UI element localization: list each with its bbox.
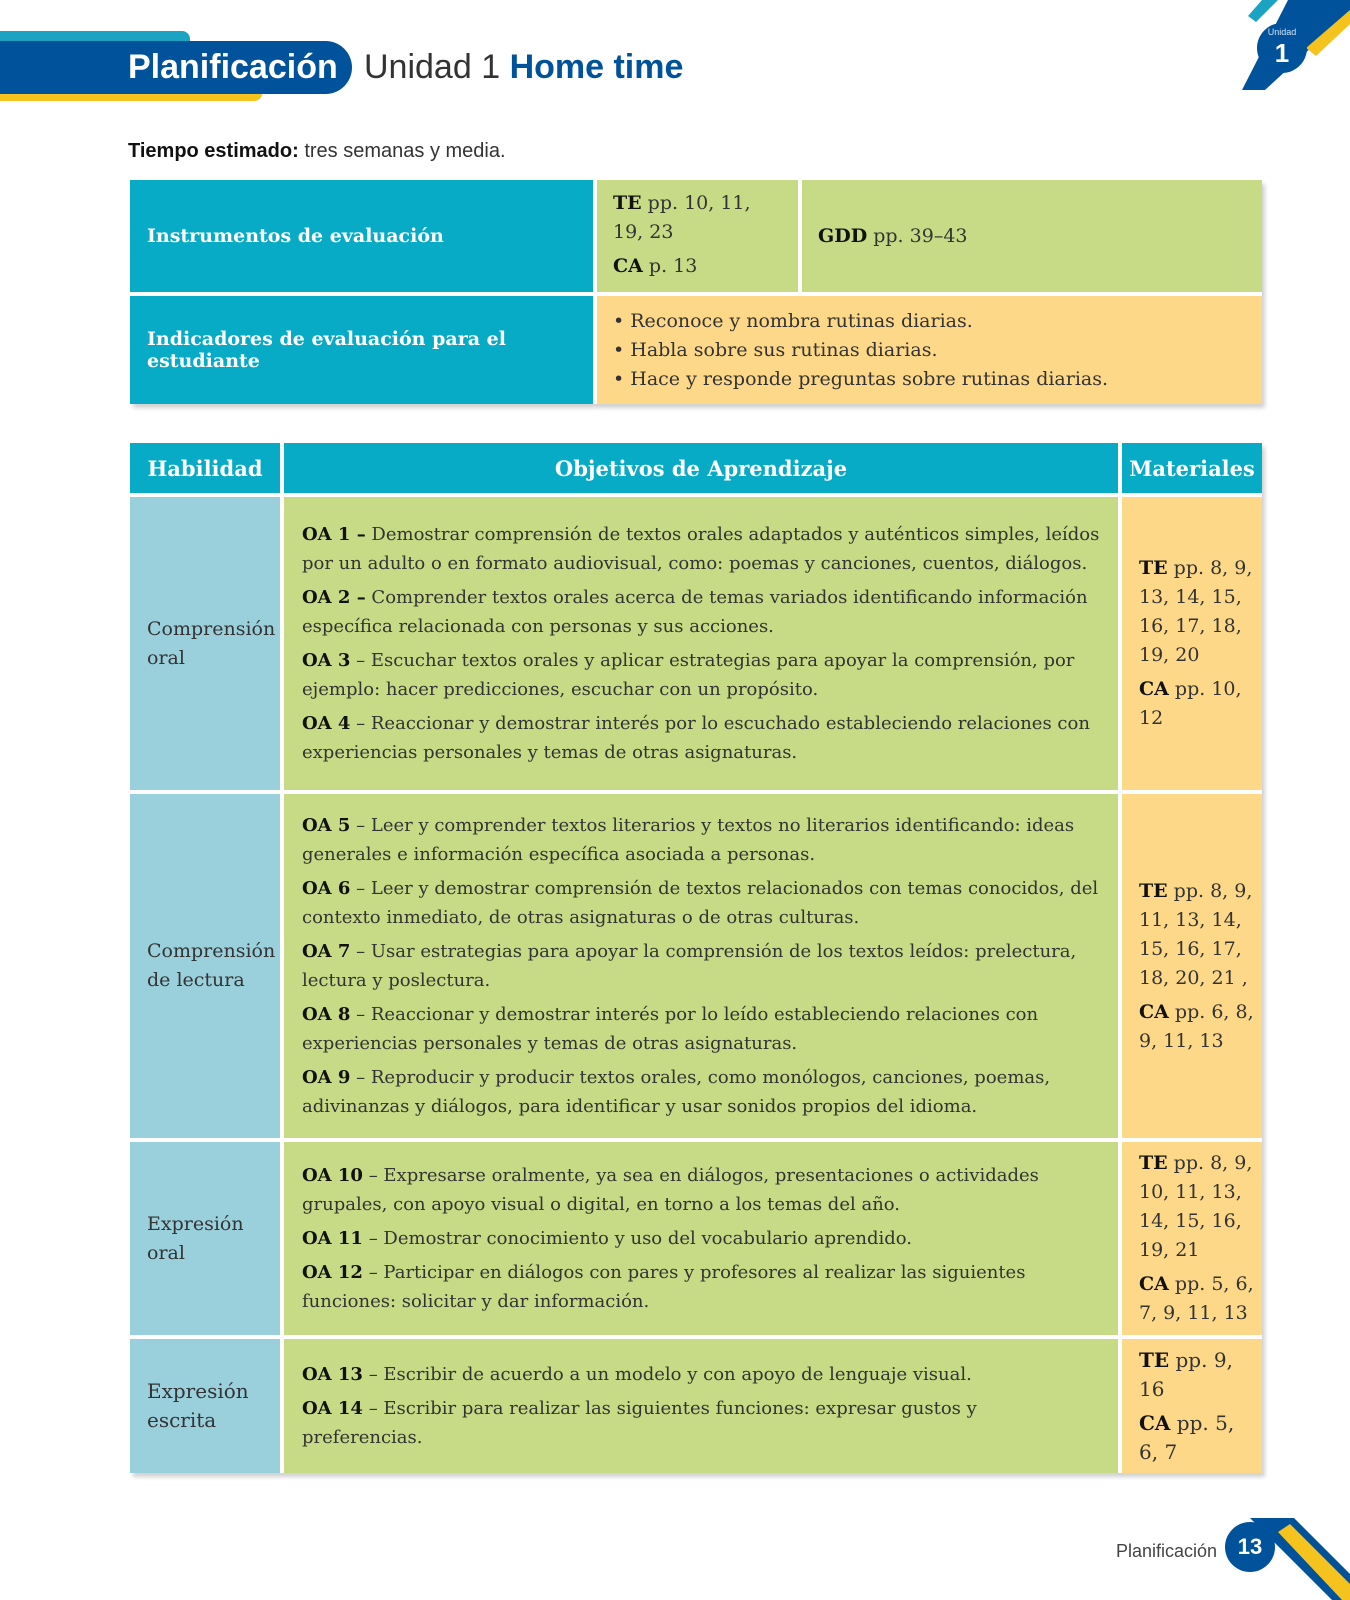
te-pages: pp. 10, 11, 19, 23 xyxy=(613,192,751,243)
oa-code: OA 12 xyxy=(302,1262,363,1283)
unit-badge-number: 1 xyxy=(1274,38,1290,68)
material-item xyxy=(1139,877,1254,993)
page-number: 13 xyxy=(1237,1534,1263,1559)
objetivo-item xyxy=(302,1161,1100,1219)
instrumentos-te xyxy=(613,189,786,247)
indicadores-list xyxy=(597,296,1262,404)
materiales-cell xyxy=(1122,1142,1262,1335)
objetivos-cell xyxy=(284,1142,1118,1335)
oa-code: OA 8 xyxy=(302,1004,351,1025)
material-code: CA xyxy=(1139,1000,1169,1023)
gdd-code: GDD xyxy=(818,225,868,247)
gdd-pages: pp. 39–43 xyxy=(873,225,968,247)
material-code: TE xyxy=(1139,1152,1168,1174)
ca-code: CA xyxy=(613,255,643,277)
materiales-cell xyxy=(1122,794,1262,1138)
oa-code: OA 2 – xyxy=(302,587,366,608)
tiempo-estimado xyxy=(128,140,506,163)
oa-code: OA 9 xyxy=(302,1067,351,1088)
objetivo-item xyxy=(302,811,1100,869)
material-pages: pp. 8, 9, 10, 11, 13, 14, 15, 16, 19, 21 xyxy=(1139,1152,1253,1261)
objetivo-item xyxy=(302,1258,1100,1316)
oa-text: – Leer y comprender textos literarios y textos no literarios identificando: ideas generales e información específica asociada a personas. xyxy=(302,815,1075,865)
oa-text: – Reaccionar y demostrar interés por lo leído estableciendo relaciones con experiencias personales y temas de otras asignaturas. xyxy=(302,1004,1039,1054)
unit-badge xyxy=(1210,0,1350,90)
evaluation-table xyxy=(130,180,1262,404)
material-code: TE xyxy=(1139,557,1168,579)
materiales-cell xyxy=(1122,1339,1262,1473)
instrumentos-gdd xyxy=(802,180,1262,292)
objetivo-item xyxy=(302,646,1100,704)
material-item xyxy=(1139,1346,1254,1404)
section-title: Planificación xyxy=(128,48,338,86)
oa-text: – Escuchar textos orales y aplicar estrategias para apoyar la comprensión, por ejemplo: hacer predicciones, escuchar con un propósito. xyxy=(302,650,1075,700)
oa-code: OA 11 xyxy=(302,1228,363,1249)
oa-code: OA 5 xyxy=(302,815,351,836)
instrumentos-te-ca xyxy=(597,180,798,292)
material-item xyxy=(1139,675,1254,733)
material-code: TE xyxy=(1139,879,1168,902)
materiales-cell xyxy=(1122,497,1262,790)
oa-text: – Leer y demostrar comprensión de textos relacionados con temas conocidos, del contexto inmediato, de otras asignaturas o de otras culturas. xyxy=(302,878,1099,928)
ca-pages: p. 13 xyxy=(648,255,698,277)
footer-label: Planificación xyxy=(1116,1541,1218,1561)
oa-text: – Expresarse oralmente, ya sea en diálogos, presentaciones o actividades grupales, con apoyo visual o digital, en torno a los temas del año. xyxy=(302,1165,1039,1215)
objetivo-item xyxy=(302,937,1100,995)
oa-text: – Usar estrategias para apoyar la comprensión de los textos leídos: prelectura, lectura y poslectura. xyxy=(302,941,1077,991)
objetivo-item xyxy=(302,709,1100,767)
habilidad-cell: Comprensión de lectura xyxy=(130,794,280,1138)
oa-text: – Reaccionar y demostrar interés por lo escuchado estableciendo relaciones con experiencias personales y temas de otras asignaturas. xyxy=(302,713,1090,763)
material-pages: pp. 5, 6, 7, 9, 11, 13 xyxy=(1139,1273,1254,1324)
indicador-item: • Hace y responde preguntas sobre rutinas diarias. xyxy=(613,365,1108,394)
column-header-habilidad: Habilidad xyxy=(130,443,280,493)
material-item xyxy=(1139,1270,1254,1328)
habilidad-cell: Expresión escrita xyxy=(130,1339,280,1473)
objetivo-item xyxy=(302,1360,1100,1389)
material-code: CA xyxy=(1139,1273,1169,1295)
column-header-objetivos: Objetivos de Aprendizaje xyxy=(284,443,1118,493)
oa-text: Demostrar comprensión de textos orales adaptados y auténticos simples, leídos por un adulto o en formato audiovisual, como: poemas y canciones, cuentos, diálogos. xyxy=(302,524,1100,574)
oa-code: OA 13 xyxy=(302,1364,363,1385)
objetivo-item xyxy=(302,583,1100,641)
objectives-table xyxy=(130,443,1262,1473)
material-code: CA xyxy=(1139,1410,1171,1435)
material-code: TE xyxy=(1139,1347,1170,1372)
tiempo-label: Tiempo estimado: xyxy=(128,140,299,162)
indicadores-label: Indicadores de evaluación para el estudiante xyxy=(130,296,593,404)
instrumentos-label: Instrumentos de evaluación xyxy=(130,180,593,292)
objetivo-item xyxy=(302,1063,1100,1121)
material-item xyxy=(1139,998,1254,1056)
tiempo-value: tres semanas y media. xyxy=(304,140,506,162)
oa-code: OA 3 xyxy=(302,650,351,671)
objetivos-cell xyxy=(284,794,1118,1138)
objetivo-item xyxy=(302,1394,1100,1452)
indicador-item: • Reconoce y nombra rutinas diarias. xyxy=(613,307,1108,336)
oa-text: Comprender textos orales acerca de temas variados identificando información específica relacionada con personas y sus acciones. xyxy=(302,587,1088,637)
oa-code: OA 1 – xyxy=(302,524,366,545)
material-item xyxy=(1139,1149,1254,1265)
oa-code: OA 10 xyxy=(302,1165,363,1186)
unit-badge-label: Unidad xyxy=(1267,27,1297,37)
instrumentos-ca xyxy=(613,252,786,281)
material-item xyxy=(1139,1409,1254,1467)
material-pages: pp. 9, 16 xyxy=(1139,1347,1233,1401)
unit-label: Unidad 1 xyxy=(364,48,501,86)
material-pages: pp. 10, 12 xyxy=(1139,678,1242,729)
oa-code: OA 6 xyxy=(302,878,351,899)
objetivos-cell xyxy=(284,497,1118,790)
oa-text: – Participar en diálogos con pares y profesores al realizar las siguientes funciones: solicitar y dar información. xyxy=(302,1262,1026,1312)
oa-code: OA 14 xyxy=(302,1398,363,1419)
te-code: TE xyxy=(613,192,642,214)
column-header-materiales: Materiales xyxy=(1122,443,1262,493)
habilidad-cell: Comprensión oral xyxy=(130,497,280,790)
material-pages: pp. 5, 6, 7 xyxy=(1139,1410,1235,1464)
objetivo-item xyxy=(302,1224,1100,1253)
objetivo-item xyxy=(302,874,1100,932)
objetivos-cell xyxy=(284,1339,1118,1473)
material-code: CA xyxy=(1139,678,1169,700)
oa-text: – Demostrar conocimiento y uso del vocabulario aprendido. xyxy=(362,1228,913,1249)
material-item xyxy=(1139,554,1254,670)
material-pages: pp. 8, 9, 13, 14, 15, 16, 17, 18, 19, 20 xyxy=(1139,557,1253,666)
oa-text: – Reproducir y producir textos orales, como monólogos, canciones, poemas, adivinanzas y diálogos, para identificar y usar sonidos propios del idioma. xyxy=(302,1067,1051,1117)
objetivo-item xyxy=(302,1000,1100,1058)
objetivo-item xyxy=(302,520,1100,578)
material-pages: pp. 6, 8, 9, 11, 13 xyxy=(1139,1000,1254,1052)
oa-code: OA 7 xyxy=(302,941,351,962)
indicador-item: • Habla sobre sus rutinas diarias. xyxy=(613,336,1108,365)
oa-code: OA 4 xyxy=(302,713,351,734)
habilidad-cell: Expresión oral xyxy=(130,1142,280,1335)
unit-heading xyxy=(364,45,683,89)
unit-title: Home time xyxy=(509,48,684,86)
oa-text: – Escribir para realizar las siguientes funciones: expresar gustos y preferencias. xyxy=(302,1398,977,1448)
material-pages: pp. 8, 9, 11, 13, 14, 15, 16, 17, 18, 20, 21 , xyxy=(1139,879,1253,989)
oa-text: – Escribir de acuerdo a un modelo y con apoyo de lenguaje visual. xyxy=(362,1364,972,1385)
